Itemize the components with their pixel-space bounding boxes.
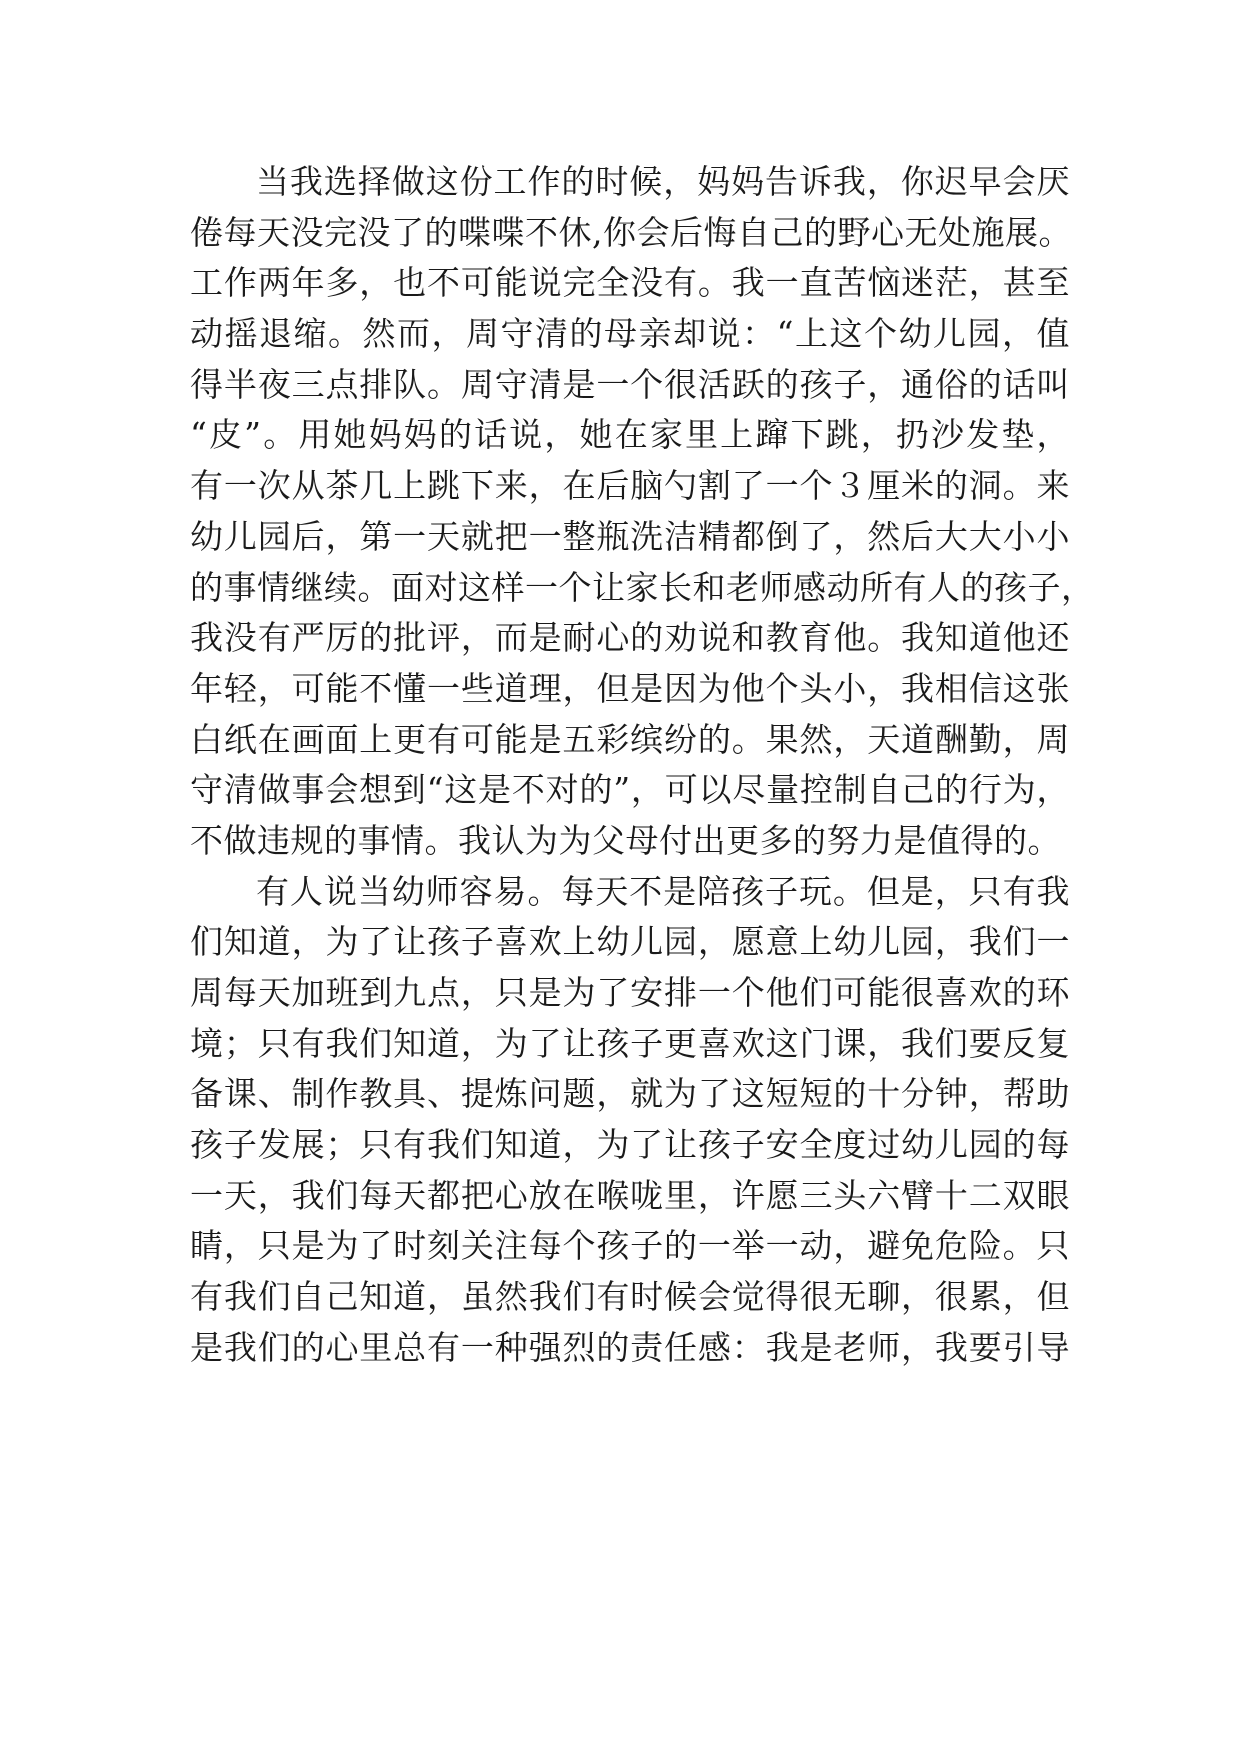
paragraph-2-line-4: 境；只有我们知道，为了让孩子更喜欢这门课，我们要反复 bbox=[190, 1023, 1070, 1063]
paragraph-2-line-10: 是我们的心里总有一种强烈的责任感：我是老师，我要引导 bbox=[190, 1327, 1070, 1367]
paragraph-1-line-10: 我没有严厉的批评，而是耐心的劝说和教育他。我知道他还 bbox=[190, 618, 1070, 658]
paragraph-1-line-6: “皮”。用她妈妈的话说，她在家里上蹿下跳，扔沙发垫， bbox=[190, 415, 1070, 455]
paragraph-1-line-2: 倦每天没完没了的喋喋不休,你会后悔自己的野心无处施展。 bbox=[190, 212, 1072, 252]
paragraph-1-line-4: 动摇退缩。然而，周守清的母亲却说：“上这个幼儿园，值 bbox=[190, 314, 1070, 354]
paragraph-2-line-3: 周每天加班到九点，只是为了安排一个他们可能很喜欢的环 bbox=[190, 973, 1070, 1012]
paragraph-1-line-11: 年轻，可能不懂一些道理，但是因为他个头小，我相信这张 bbox=[190, 668, 1070, 708]
paragraph-2-line-6: 孩子发展；只有我们知道，为了让孩子安全度过幼儿园的每 bbox=[190, 1125, 1070, 1165]
paragraph-1-line-12: 白纸在画面上更有可能是五彩缤纷的。果然，天道酬勤，周 bbox=[190, 719, 1070, 759]
paragraph-1-line-1: 当我选择做这份工作的时候，妈妈告诉我，你迟早会厌 bbox=[256, 162, 1070, 201]
paragraph-2-line-7: 一天，我们每天都把心放在喉咙里，许愿三头六臂十二双眼 bbox=[190, 1175, 1070, 1215]
paragraph-1-line-5: 得半夜三点排队。周守清是一个很活跃的孩子，通俗的话叫 bbox=[190, 364, 1070, 404]
paragraph-1-line-7: 有一次从茶几上跳下来，在后脑勺割了一个３厘米的洞。来 bbox=[190, 466, 1070, 506]
paragraph-2-line-8: 睛，只是为了时刻关注每个孩子的一举一动，避免危险。只 bbox=[190, 1226, 1070, 1266]
paragraph-2-line-5: 备课、制作教具、提炼问题，就为了这短短的十分钟，帮助 bbox=[190, 1074, 1070, 1114]
body-text bbox=[190, 157, 1095, 1374]
paragraph-1-line-3: 工作两年多，也不可能说完全没有。我一直苦恼迷茫，甚至 bbox=[190, 263, 1070, 303]
paragraph-2-line-1: 有人说当幼师容易。每天不是陪孩子玩。但是，只有我 bbox=[256, 871, 1070, 911]
paragraph-1-line-14: 不做违规的事情。我认为为父母付出更多的努力是值得的。 bbox=[190, 820, 1061, 860]
paragraph-1-line-13: 守清做事会想到“这是不对的”，可以尽量控制自己的行为， bbox=[190, 770, 1070, 810]
paragraph-1-line-8: 幼儿园后，第一天就把一整瓶洗洁精都倒了，然后大大小小 bbox=[190, 516, 1070, 556]
paragraph-2-line-2: 们知道，为了让孩子喜欢上幼儿园，愿意上幼儿园，我们一 bbox=[190, 922, 1070, 962]
paragraph-2-line-9: 有我们自己知道，虽然我们有时候会觉得很无聊，很累，但 bbox=[190, 1277, 1070, 1317]
paragraph-1-line-9: 的事情继续。面对这样一个让家长和老师感动所有人的孩子， bbox=[190, 567, 1095, 607]
